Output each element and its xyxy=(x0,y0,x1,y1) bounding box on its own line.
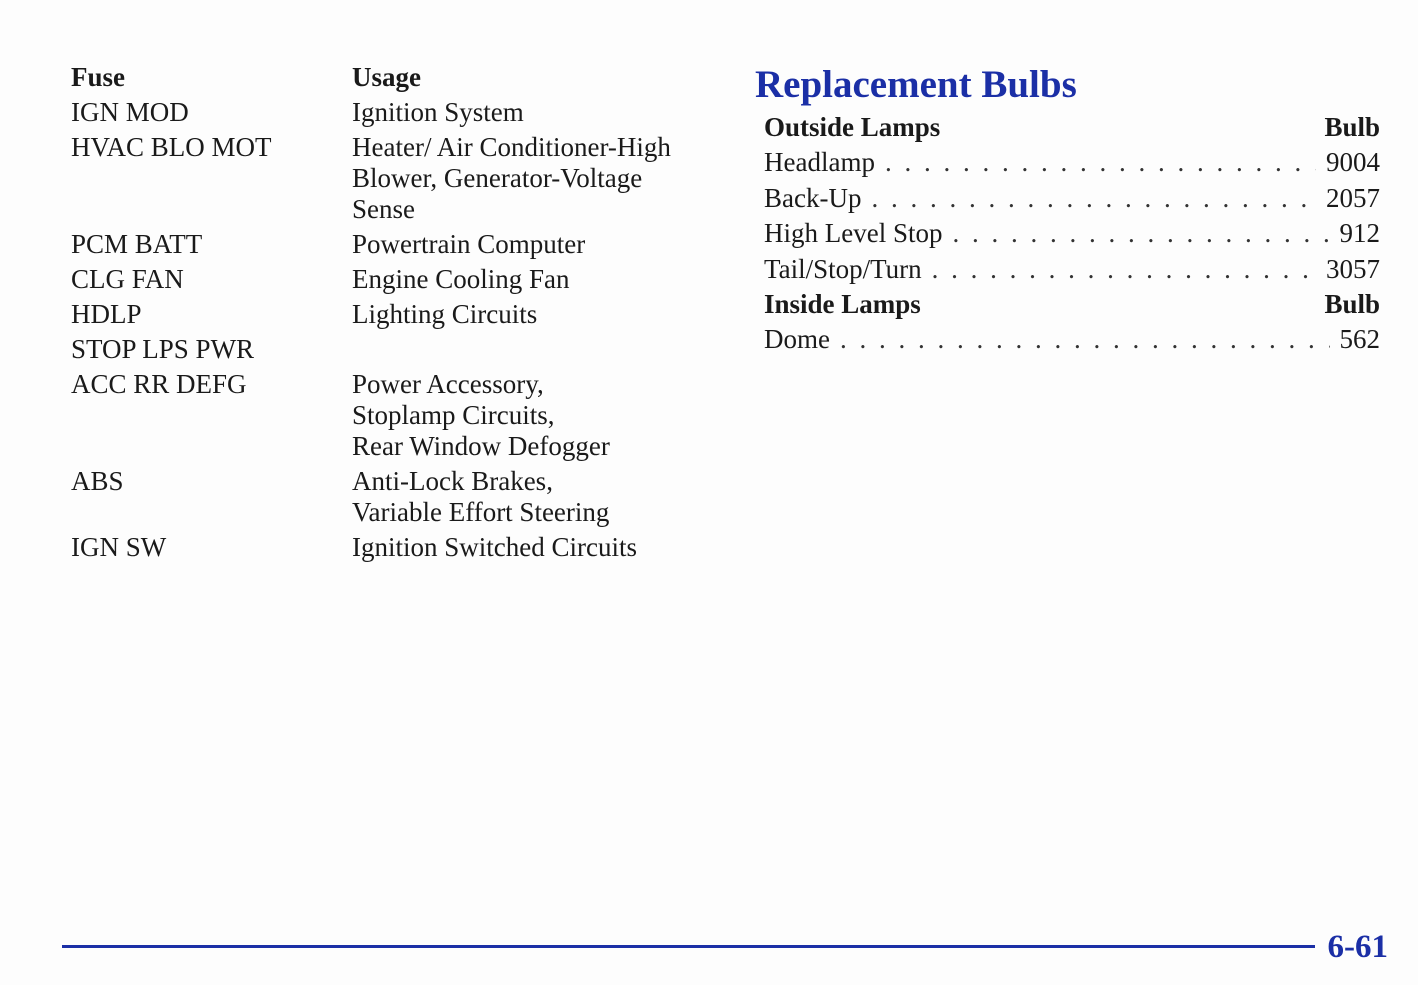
fuse-usage xyxy=(352,334,711,369)
fuse-usage xyxy=(352,299,711,334)
fuse-name: HDLP xyxy=(71,299,142,329)
bulb-number: 3057 xyxy=(1326,253,1380,284)
inside-lamps-header xyxy=(764,287,1380,322)
usage-line: Ignition Switched Circuits xyxy=(352,532,637,562)
list-item xyxy=(764,322,1380,358)
fuse-name: ACC RR DEFG xyxy=(71,369,247,399)
dot-leader xyxy=(840,322,1330,358)
fuse-table xyxy=(71,62,711,567)
fuse-usage xyxy=(352,532,711,567)
list-item xyxy=(764,216,1380,252)
section-heading: Outside Lamps xyxy=(764,112,941,142)
fuse-column-header: Fuse xyxy=(71,62,125,92)
fuse-name: PCM BATT xyxy=(71,229,203,259)
table-row xyxy=(71,369,711,466)
section-heading: Inside Lamps xyxy=(764,289,921,319)
bulb-number: 2057 xyxy=(1326,182,1380,213)
fuse-usage xyxy=(352,466,711,532)
list-item xyxy=(764,181,1380,217)
replacement-bulbs-title: Replacement Bulbs xyxy=(755,63,1077,106)
fuse-name: IGN MOD xyxy=(71,97,189,127)
usage-line: Rear Window Defogger xyxy=(352,431,610,461)
outside-lamps-header xyxy=(764,110,1380,145)
usage-line: Ignition System xyxy=(352,97,524,127)
replacement-bulbs-section xyxy=(755,62,1380,358)
lamp-name: High Level Stop xyxy=(764,218,943,248)
fuse-name: STOP LPS PWR xyxy=(71,334,255,364)
table-row xyxy=(71,97,711,132)
table-row xyxy=(71,466,711,532)
usage-line: Engine Cooling Fan xyxy=(352,264,570,294)
usage-line: Variable Effort Steering xyxy=(352,497,610,527)
usage-line: Lighting Circuits xyxy=(352,299,538,329)
fuse-name: ABS xyxy=(71,466,124,496)
list-item xyxy=(764,145,1380,181)
lamp-name: Dome xyxy=(764,324,830,354)
usage-line: Stoplamp Circuits, xyxy=(352,400,555,430)
lamp-name: Tail/Stop/Turn xyxy=(764,253,922,284)
usage-line: Powertrain Computer xyxy=(352,229,586,259)
fuse-usage xyxy=(352,369,711,466)
dot-leader xyxy=(871,181,1316,217)
footer-rule xyxy=(62,945,1315,948)
bulb-column-header: Bulb xyxy=(1324,289,1380,319)
fuse-usage xyxy=(352,132,711,229)
usage-line: Sense xyxy=(352,194,415,224)
fuse-name: IGN SW xyxy=(71,532,167,562)
fuse-name: CLG FAN xyxy=(71,264,184,294)
table-row xyxy=(71,264,711,299)
usage-line: Heater/ Air Conditioner-High xyxy=(352,132,671,162)
bulb-column-header: Bulb xyxy=(1324,112,1380,142)
usage-line: Anti-Lock Brakes, xyxy=(352,466,553,496)
dot-leader xyxy=(885,145,1316,181)
bulb-number: 9004 xyxy=(1326,147,1380,177)
usage-line: Blower, Generator-Voltage xyxy=(352,163,643,193)
fuse-usage xyxy=(352,229,711,264)
usage-line: Power Accessory, xyxy=(352,369,544,399)
dot-leader xyxy=(932,252,1316,288)
table-row xyxy=(71,334,711,369)
fuse-usage xyxy=(352,97,711,132)
lamp-name: Back-Up xyxy=(764,182,862,213)
table-row xyxy=(71,299,711,334)
bulb-number: 562 xyxy=(1339,324,1380,354)
bulb-number: 912 xyxy=(1339,218,1380,248)
usage-column-header: Usage xyxy=(352,62,421,92)
dot-leader xyxy=(952,216,1329,252)
page-number: 6-61 xyxy=(1327,929,1388,965)
list-item xyxy=(764,252,1380,288)
table-row xyxy=(71,132,711,229)
table-row xyxy=(71,229,711,264)
table-row xyxy=(71,532,711,567)
fuse-usage xyxy=(352,264,711,299)
lamp-name: Headlamp xyxy=(764,147,875,177)
fuse-name: HVAC BLO MOT xyxy=(71,132,272,162)
